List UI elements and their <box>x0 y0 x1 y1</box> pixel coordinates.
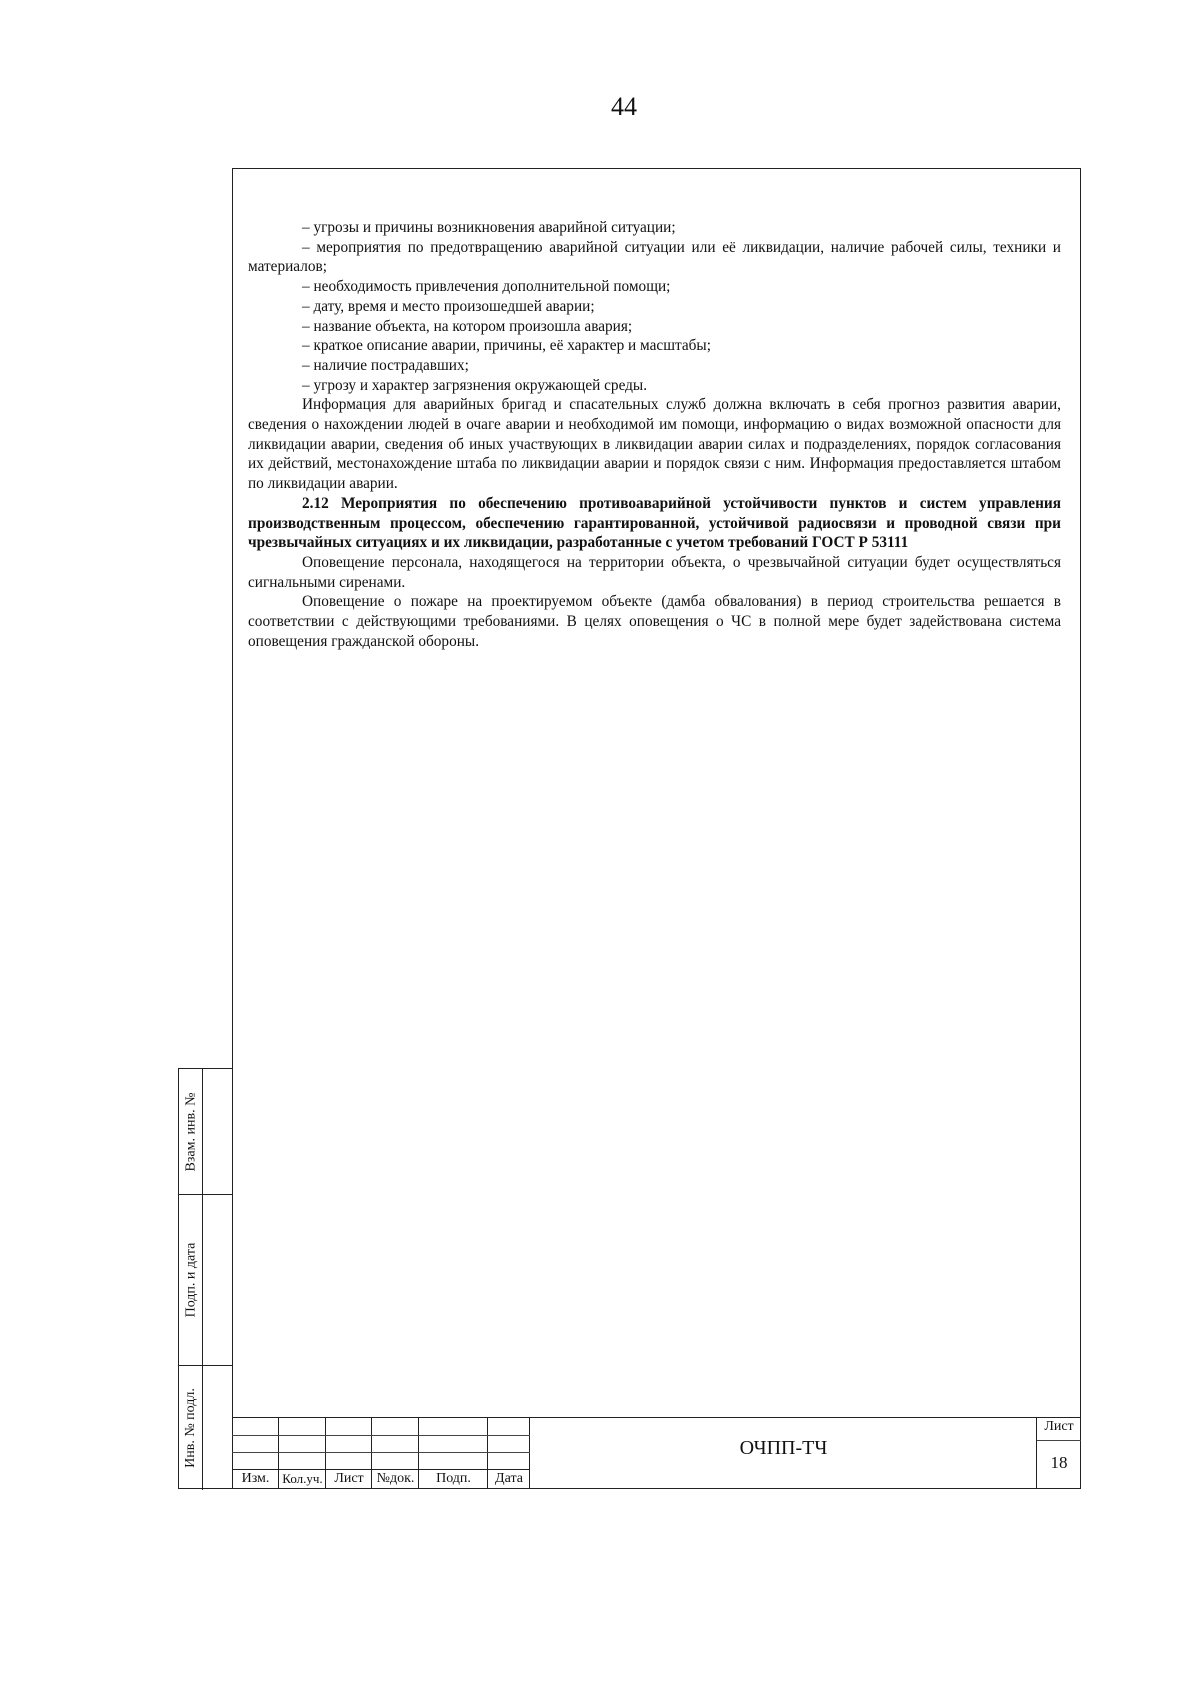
sheet-label: Лист <box>1044 1419 1074 1434</box>
list-item: – необходимость привлечения дополнительной помощи; <box>302 278 671 296</box>
list-item: – дату, время и место произошедшей аварии; <box>302 297 595 315</box>
sheet-number: 18 <box>1050 1453 1068 1472</box>
list-item: – краткое описание аварии, причины, её характер и масштабы; <box>302 337 711 355</box>
side-label-podp-data: Подп. и дата <box>183 1242 199 1318</box>
side-cell-podp <box>179 1195 232 1366</box>
document-body <box>248 218 1061 651</box>
document-code: ОЧПП-ТЧ <box>739 1437 828 1459</box>
side-label-vzam-inv: Взам. инв. № <box>183 1092 198 1171</box>
list-item: – угрозу и характер загрязнения окружающей среды. <box>302 376 648 394</box>
label-izm: Изм. <box>241 1471 270 1486</box>
side-cell-vzam <box>179 1069 232 1195</box>
list-item: – мероприятия по предотвращению аварийной ситуации или её ликвидации, наличие рабочей силы, техники и материалов; <box>248 238 1061 276</box>
section-heading: 2.12 Мероприятия по обеспечению противоаварийной устойчивости пунктов и систем управления производственным процессом, обеспечению гарантированной, устойчивой радиосвязи и проводной связи при чрезвычайных ситуациях и их ликвидации, разработанные с учетом требований ГОСТ Р 53111 <box>248 494 1061 552</box>
side-label-inv-podl: Инв. № подл. <box>183 1388 198 1468</box>
list-item: – наличие пострадавших; <box>302 356 469 374</box>
label-list: Лист <box>334 1471 364 1486</box>
side-cell-inv <box>179 1366 232 1490</box>
label-podp: Подп. <box>436 1471 471 1486</box>
label-ndok: №док. <box>376 1471 415 1486</box>
paragraph-personnel-alert: Оповещение персонала, находящегося на территории объекта, о чрезвычайной ситуации будет осуществляться сигнальными сиренами. <box>248 553 1061 591</box>
page-number: 44 <box>611 92 637 121</box>
paragraph-fire-alert: Оповещение о пожаре на проектируемом объекте (дамба обвалования) в период строительства решается в соответствии с действующими требованиями. В целях оповещения о ЧС в полной мере будет задействована система оповещения гражданской обороны. <box>248 593 1061 650</box>
side-stamp-strip <box>178 1068 232 1489</box>
paragraph-emergency-info: Информация для аварийных бригад и спасательных служб должна включать в себя прогноз развития аварии, сведения о нахождении людей в очаге аварии и необходимой им помощи, информацию о видах возможной опасности для ликвидации аварии, сведения об иных участвующих в ликвидации аварии силах и подразделениях, порядок согласования их действий, местонахождение штаба по ликвидации аварии и порядок связи с ним. Информация предоставляется штабом по ликвидации аварии. <box>248 396 1061 493</box>
list-item: – название объекта, на котором произошла авария; <box>302 317 633 335</box>
label-data: Дата <box>495 1471 523 1486</box>
label-kol-uch: Кол.уч. <box>282 1471 323 1486</box>
list-item: – угрозы и причины возникновения аварийной ситуации; <box>302 219 676 236</box>
